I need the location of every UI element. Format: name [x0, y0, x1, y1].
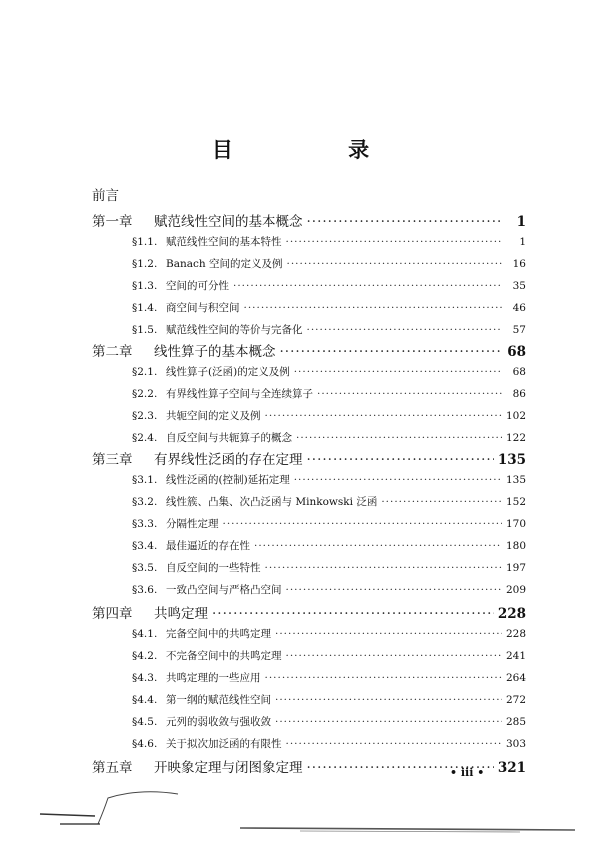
section-number: §1.3.: [132, 280, 158, 292]
section-number: §4.5.: [132, 716, 158, 728]
toc-section: [132, 736, 526, 754]
toc-section: [132, 516, 526, 534]
page-number: 57: [512, 324, 526, 336]
toc-section: [132, 648, 526, 666]
section-number: §4.6.: [132, 738, 158, 750]
page-number: 102: [505, 410, 526, 422]
dot-leader: [317, 388, 502, 400]
page-number: 135: [505, 474, 526, 486]
section-title: 赋范线性空间的等价与完备化: [166, 324, 303, 336]
page-number: 68: [507, 344, 526, 360]
page-number: 68: [512, 366, 526, 378]
section-title: 有界线性算子空间与全连续算子: [166, 388, 313, 400]
page-number: 35: [512, 280, 526, 292]
dot-leader: [307, 324, 503, 336]
page-number: 272: [505, 694, 526, 706]
toc-section: [132, 472, 526, 490]
section-number: §1.5.: [132, 324, 158, 336]
section-number: §3.4.: [132, 540, 158, 552]
toc-section: [132, 626, 526, 644]
dot-leader: [286, 738, 502, 750]
dot-leader: [254, 540, 502, 552]
dot-leader: [307, 452, 494, 468]
section-number: §1.4.: [132, 302, 158, 314]
toc-section: [132, 256, 526, 274]
chapter-number: 第五章: [92, 760, 133, 776]
chapter-title: 赋范线性空间的基本概念: [154, 214, 303, 230]
page-number: 303: [505, 738, 526, 750]
toc-chapter-2: [92, 340, 526, 362]
page-number: 46: [512, 302, 526, 314]
chapter-title: 有界线性泛函的存在定理: [154, 452, 303, 468]
chapter-title: 共鸣定理: [154, 606, 208, 622]
section-title: 关于拟次加泛函的有限性: [166, 738, 282, 750]
section-number: §3.3.: [132, 518, 158, 530]
section-title: 不完备空间中的共鸣定理: [166, 650, 282, 662]
toc-section: [132, 670, 526, 688]
section-number: §1.1.: [132, 236, 158, 248]
section-title: 第一纲的赋范线性空间: [166, 694, 271, 706]
toc-chapter-3: [92, 448, 526, 470]
page-number: 180: [505, 540, 526, 552]
dot-leader: [280, 344, 503, 360]
page-number: 86: [512, 388, 526, 400]
scan-artifact-marks: [0, 780, 595, 840]
dot-leader: [275, 716, 502, 728]
page-number: 122: [505, 432, 526, 444]
dot-leader: [244, 302, 503, 314]
toc-section: [132, 582, 526, 600]
preface-entry: 前言: [92, 188, 119, 204]
section-number: §4.2.: [132, 650, 158, 662]
section-number: §3.1.: [132, 474, 158, 486]
page-number: 241: [505, 650, 526, 662]
dot-leader: [265, 562, 502, 574]
section-title: 自反空间与共轭算子的概念: [166, 432, 292, 444]
toc-chapter-1: [92, 210, 526, 232]
dot-leader: [296, 432, 502, 444]
page-number: 135: [497, 452, 526, 468]
toc-section: [132, 430, 526, 448]
section-number: §4.4.: [132, 694, 158, 706]
section-number: §2.2.: [132, 388, 158, 400]
section-title: Banach 空间的定义及例: [166, 258, 283, 270]
section-title: 线性簇、凸集、次凸泛函与 Minkowski 泛函: [166, 496, 378, 508]
toc-chapter-4: [92, 602, 526, 624]
toc-section: [132, 364, 526, 382]
section-title: 分隔性定理: [166, 518, 219, 530]
chapter-title: 线性算子的基本概念: [154, 344, 276, 360]
page-number: 321: [497, 760, 526, 776]
toc-section: [132, 538, 526, 556]
page-number: 228: [497, 606, 526, 622]
section-title: 元列的弱收敛与强收敛: [166, 716, 271, 728]
toc-section: [132, 300, 526, 318]
section-number: §3.5.: [132, 562, 158, 574]
dot-leader: [294, 366, 502, 378]
toc-section: [132, 322, 526, 340]
section-number: §1.2.: [132, 258, 158, 270]
page-number: 170: [505, 518, 526, 530]
folio-page-number: • iii •: [450, 766, 485, 779]
dot-leader: [223, 518, 502, 530]
section-title: 自反空间的一些特性: [166, 562, 261, 574]
dot-leader: [294, 474, 502, 486]
dot-leader: [265, 672, 502, 684]
section-title: 最佳逼近的存在性: [166, 540, 250, 552]
toc-section: [132, 494, 526, 512]
section-number: §2.4.: [132, 432, 158, 444]
toc-section: [132, 408, 526, 426]
dot-leader: [265, 410, 502, 422]
toc-section: [132, 560, 526, 578]
section-number: §4.1.: [132, 628, 158, 640]
page-number: 264: [505, 672, 526, 684]
page-number: 197: [505, 562, 526, 574]
chapter-title: 开映象定理与闭图象定理: [154, 760, 303, 776]
dot-leader: [286, 584, 502, 596]
section-title: 完备空间中的共鸣定理: [166, 628, 271, 640]
toc-section: [132, 692, 526, 710]
toc-section: [132, 386, 526, 404]
dot-leader: [275, 628, 502, 640]
chapter-number: 第一章: [92, 214, 133, 230]
toc-section: [132, 278, 526, 296]
section-number: §3.2.: [132, 496, 158, 508]
section-title: 共鸣定理的一些应用: [166, 672, 261, 684]
chapter-number: 第二章: [92, 344, 133, 360]
section-number: §4.3.: [132, 672, 158, 684]
page-number: 1: [516, 214, 526, 230]
chapter-number: 第四章: [92, 606, 133, 622]
toc-section: [132, 234, 526, 252]
section-title: 一致凸空间与严格凸空间: [166, 584, 282, 596]
dot-leader: [233, 280, 502, 292]
page-number: 1: [519, 236, 526, 248]
toc-section: [132, 714, 526, 732]
section-title: 赋范线性空间的基本特性: [166, 236, 282, 248]
section-title: 空间的可分性: [166, 280, 229, 292]
page-number: 228: [505, 628, 526, 640]
section-title: 线性泛函的(控制)延拓定理: [166, 474, 290, 486]
dot-leader: [286, 236, 503, 248]
page-number: 16: [512, 258, 526, 270]
dot-leader: [212, 606, 494, 622]
dot-leader: [286, 650, 502, 662]
section-number: §3.6.: [132, 584, 158, 596]
section-title: 线性算子(泛函)的定义及例: [166, 366, 290, 378]
page-title: 目 录: [211, 137, 424, 162]
dot-leader: [307, 214, 503, 230]
section-number: §2.1.: [132, 366, 158, 378]
page-number: 152: [505, 496, 526, 508]
dot-leader: [381, 496, 502, 508]
section-number: §2.3.: [132, 410, 158, 422]
chapter-number: 第三章: [92, 452, 133, 468]
page-number: 285: [505, 716, 526, 728]
section-title: 共轭空间的定义及例: [166, 410, 261, 422]
page-number: 209: [505, 584, 526, 596]
section-title: 商空间与积空间: [166, 302, 240, 314]
dot-leader: [275, 694, 502, 706]
dot-leader: [286, 258, 502, 270]
